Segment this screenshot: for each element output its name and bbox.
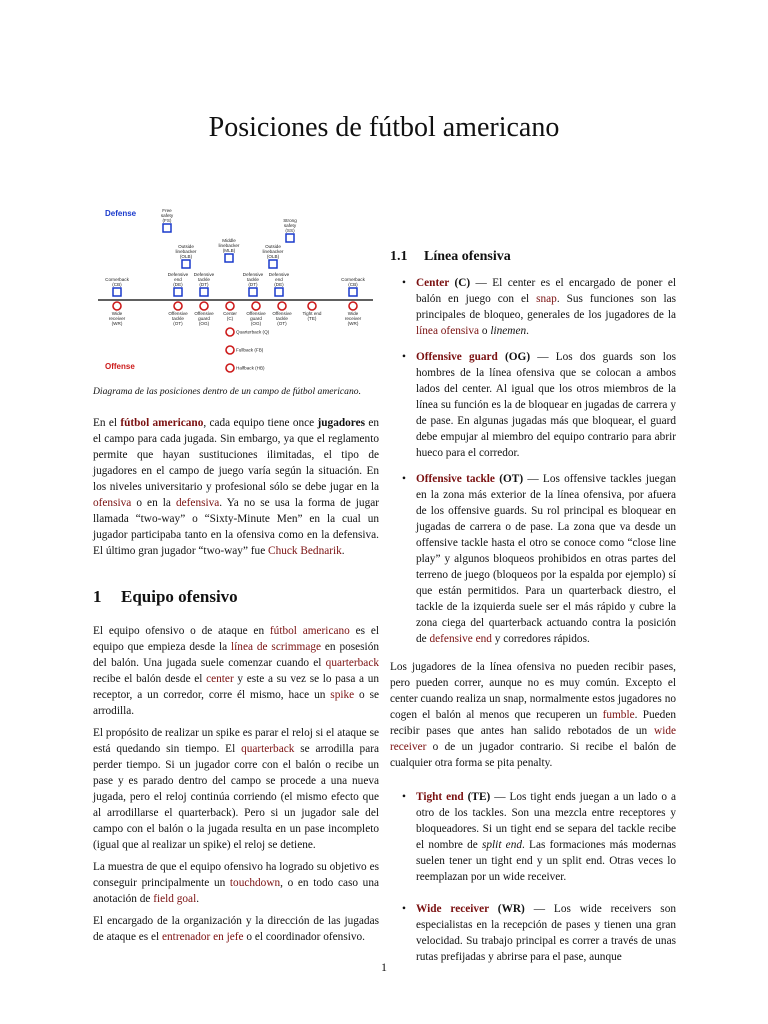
defense-player-label: Strong bbox=[283, 218, 297, 223]
offense-player-label: (OT) bbox=[173, 321, 183, 326]
diagram-caption: Diagrama de las posiciones dentro de un campo de fútbol americano. bbox=[93, 386, 361, 397]
defense-player-label: (OLB) bbox=[266, 254, 280, 259]
list-item-offensive-tackle: • Offensive tackle (OT) — Los offensive tackles juegan en la zona más exterior de la línea ofensiva, por afuera de los offensive guards. Su rol principal es bloquear en jugadas de carrera o de pase. La zona que va desde un offensive tackle hasta el otro se conoce como “close line play” y algunos bloqueos prohibidos en otras partes del terreno de juego (bloqueos por la espalda por ejemplo) sí que están permitidos. Para un quarterback diestro, el tackle de la izquierda suele ser el más rápido y cubre la zona ciega del quarterback actuando contra la posición de defensive end y corredores rápidos. bbox=[402, 473, 677, 645]
section1-paragraph-2: El propósito de realizar un spike es parar el reloj si el ataque se está quedando sin tiempo. El quarterback se arrodilla para perder tiempo. Si un jugador corre con el balón o recibe un pase y es parado dentro del campo se procede a una nueva jugada, pero el reloj continúa corriendo (el mismo efecto que al arrodillarse el quarterback). Pero si un jugador sale del campo con el balón o la jugada resulta en un pase incompleto (igual que al realizar un spike) el reloj se detiene. bbox=[93, 727, 379, 851]
link-center-item[interactable]: Center bbox=[416, 277, 450, 289]
defense-player-label: tackle bbox=[246, 277, 260, 282]
link-snap[interactable]: snap bbox=[536, 293, 557, 305]
defense-player-label: (CB) bbox=[112, 282, 122, 287]
positions-diagram bbox=[93, 196, 379, 381]
link-offensive-tackle[interactable]: Offensive tackle bbox=[416, 473, 495, 485]
defense-player-label: Cornerback bbox=[105, 277, 129, 282]
defense-player-label: Free bbox=[162, 208, 172, 213]
section-heading-equipo-ofensivo: 1 Equipo ofensivo bbox=[93, 587, 238, 606]
page-number: 1 bbox=[381, 960, 387, 974]
offense-player-label: (OG) bbox=[198, 321, 210, 326]
defense-player-label: linebacker bbox=[262, 249, 284, 254]
defense-player-label: (DT) bbox=[199, 282, 209, 287]
defense-player-label: Defensive bbox=[193, 272, 215, 277]
link-wide-receiver-item[interactable]: Wide receiver bbox=[416, 903, 489, 915]
offense-player-label: Fullback (FB) bbox=[236, 347, 264, 353]
offense-player-label: (OT) bbox=[277, 321, 287, 326]
link-entrenador-en-jefe[interactable]: entrenador en jefe bbox=[162, 931, 244, 943]
offense-player-label: Offensive bbox=[246, 311, 266, 316]
offense-player-label: guard bbox=[250, 316, 262, 321]
defense-player-label: (SS) bbox=[285, 228, 295, 233]
offense-label: Offense bbox=[105, 362, 135, 371]
offense-player-label: receiver bbox=[108, 316, 126, 321]
left-column bbox=[93, 196, 379, 951]
defense-player-label: safety bbox=[283, 223, 297, 228]
link-defensiva[interactable]: defensiva bbox=[176, 497, 220, 509]
defense-player-label: (CB) bbox=[348, 282, 358, 287]
defense-player-label: Defensive bbox=[167, 272, 189, 277]
offense-player-label: Wide bbox=[347, 311, 359, 316]
offense-player-marker bbox=[308, 302, 316, 310]
link-futbol-americano[interactable]: fútbol americano bbox=[120, 417, 204, 429]
offense-players bbox=[109, 302, 362, 372]
defense-player-marker bbox=[286, 234, 294, 242]
offense-player-label: (C) bbox=[226, 316, 234, 321]
link-wide-receiver[interactable]: wide receiver bbox=[390, 725, 676, 753]
link-offensive-guard[interactable]: Offensive guard bbox=[416, 351, 498, 363]
subsection-heading-linea-ofensiva: 1.1 Línea ofensiva bbox=[390, 249, 511, 264]
defense-player-label: safety bbox=[160, 213, 174, 218]
offense-player-marker bbox=[226, 302, 234, 310]
link-quarterback[interactable]: quarterback bbox=[325, 657, 379, 669]
offense-player-label: Offensive bbox=[168, 311, 188, 316]
link-tight-end[interactable]: Tight end bbox=[416, 791, 464, 803]
link-linea-ofensiva[interactable]: línea ofensiva bbox=[416, 325, 480, 337]
section1-paragraph-4: El encargado de la organización y la dirección de las jugadas de ataque es el entrenador en jefe o el coordinador ofensivo. bbox=[93, 915, 379, 943]
offense-player-label: (WR) bbox=[111, 321, 123, 326]
section1-paragraph-3: La muestra de que el equipo ofensivo ha logrado su objetivo es conseguir principalmente un touchdown, o en todo caso una anotación de field goal. bbox=[93, 861, 379, 905]
defense-player-label: (FS) bbox=[162, 218, 172, 223]
link-chuck-bednarik[interactable]: Chuck Bednarik bbox=[268, 545, 342, 557]
offense-player-label: tackle bbox=[171, 316, 185, 321]
offense-player-label: Offensive bbox=[272, 311, 292, 316]
defense-player-label: linebacker bbox=[218, 243, 240, 248]
defense-player-marker bbox=[163, 224, 171, 232]
offense-player-label: guard bbox=[198, 316, 210, 321]
defense-player-marker bbox=[200, 288, 208, 296]
defense-player-label: (MLB) bbox=[222, 248, 236, 253]
defense-player-label: Outside bbox=[178, 244, 194, 249]
defense-player-marker bbox=[249, 288, 257, 296]
defense-player-label: (DE) bbox=[173, 282, 183, 287]
list-item-wide-receiver: • Wide receiver (WR) — Los wide receivers son especialistas en la recepción de pases y tienen una gran velocidad. Su trabajo principal es correr a través de unas rutas prefijadas y abrirse para el pase, aunque bbox=[402, 903, 676, 963]
defense-player-label: Defensive bbox=[268, 272, 290, 277]
page-title: Posiciones de fútbol americano bbox=[208, 112, 560, 143]
offense-player-marker bbox=[113, 302, 121, 310]
intro-paragraph: En el fútbol americano, cada equipo tiene once jugadores en el campo para cada jugada. Sin embargo, ya que el reglamento permite que hayan sustituciones ilimitadas, el tipo de jugadores en el campo de juego varía según la situación. En los niveles universitario y profesional sólo se debe jugar en la ofensiva o en la defensiva. Ya no se usa la forma de jugar llamada “two-way” o “Sixty-Minute Men” en la cual un jugador participaba tanto en la ofensiva como en la defensiva. El último gran jugador “two-way” fue Chuck Bednarik. bbox=[93, 417, 379, 557]
link-futbol-americano-2[interactable]: fútbol americano bbox=[269, 625, 350, 637]
receivers-list bbox=[390, 789, 676, 965]
offense-player-label: (WR) bbox=[347, 321, 359, 326]
offense-player-marker bbox=[226, 364, 234, 372]
offense-player-marker bbox=[252, 302, 260, 310]
offense-player-label: Tight end bbox=[302, 311, 322, 316]
defense-player-marker bbox=[275, 288, 283, 296]
offense-player-label: tackle bbox=[275, 316, 289, 321]
link-defensive-end[interactable]: defensive end bbox=[429, 633, 492, 645]
offense-player-label: Wide bbox=[111, 311, 123, 316]
offensive-line-paragraph: Los jugadores de la línea ofensiva no pueden recibir pases, pero pueden correr, aunque no es muy común. Excepto el center cuando realiza un snap, normalmente estos jugadores no cogen el balón al menos que recuperen un fumble. Pueden recibir pases que antes han salido rebotados de un wide receiver o de un jugador contrario. Si recibe el balón de cualquier otra forma se pita penalty. bbox=[390, 661, 676, 769]
offense-player-marker bbox=[200, 302, 208, 310]
defense-player-label: end bbox=[275, 277, 283, 282]
offense-player-marker bbox=[174, 302, 182, 310]
offense-player-label: Center bbox=[223, 311, 237, 316]
link-ofensiva[interactable]: ofensiva bbox=[93, 497, 132, 509]
defense-player-label: (DE) bbox=[274, 282, 284, 287]
defense-player-marker bbox=[349, 288, 357, 296]
defense-label: Defense bbox=[105, 209, 137, 218]
defense-player-label: tackle bbox=[197, 277, 211, 282]
link-field-goal[interactable]: field goal bbox=[153, 893, 197, 905]
offensive-line-list bbox=[390, 275, 676, 647]
link-touchdown[interactable]: touchdown bbox=[229, 877, 281, 889]
link-center[interactable]: center bbox=[206, 673, 234, 685]
defense-player-label: (OLB) bbox=[179, 254, 193, 259]
list-item-offensive-guard: • Offensive guard (OG) — Los dos guards son los hombres de la línea ofensiva que se colocan a ambos lados del center. Al igual que los otros miembros de la línea su función es la de bloquear en jugadas de carrera y de pase. En algunas jugadas más que bloquear, el guard debe empujar al miembro del equipo contrario para abrir hueco para el corredor. bbox=[402, 351, 676, 459]
link-fumble[interactable]: fumble bbox=[602, 709, 635, 721]
defense-player-label: Outside bbox=[265, 244, 281, 249]
offense-player-label: (TE) bbox=[307, 316, 317, 321]
link-quarterback-2[interactable]: quarterback bbox=[241, 743, 295, 755]
defense-player-marker bbox=[269, 260, 277, 268]
offense-player-label: Quarterback (Q) bbox=[236, 329, 270, 335]
list-item-center: • Center (C) — El center es el encargado de poner el balón en juego con el snap. Sus funciones son las principales de bloqueo, generales de los jugadores de la línea ofensiva o linemen. bbox=[402, 277, 676, 337]
defense-player-label: Middle bbox=[222, 238, 236, 243]
defense-player-label: linebacker bbox=[175, 249, 197, 254]
defense-player-label: end bbox=[174, 277, 182, 282]
offense-player-label: receiver bbox=[344, 316, 362, 321]
defense-player-label: Cornerback bbox=[341, 277, 365, 282]
offense-player-label: (OG) bbox=[250, 321, 262, 326]
offense-player-marker bbox=[226, 328, 234, 336]
defense-player-marker bbox=[225, 254, 233, 262]
defense-player-label: Defensive bbox=[242, 272, 264, 277]
right-column bbox=[390, 203, 676, 977]
offense-player-label: Offensive bbox=[194, 311, 214, 316]
list-item-tight-end: • Tight end (TE) — Los tight ends juegan a un lado o a otro de los tackles. Son una mezcla entre receptores y bloqueadores. Si un tight end se separa del tackle recibe el nombre de split end. Las formaciones más modernas suelen tener un tight end y un split end. Otras veces lo reemplazan por un wide receiver. bbox=[402, 791, 676, 883]
link-linea-scrimmage[interactable]: línea de scrimmage bbox=[231, 641, 321, 653]
defense-player-marker bbox=[174, 288, 182, 296]
section1-paragraph-1: El equipo ofensivo o de ataque en fútbol americano es el equipo que empieza desde la línea de scrimmage en posesión del balón. Una jugada suele comenzar cuando el quarterback recibe el balón desde el center y este a su vez se lo pasa a un receptor, a un corredor, corre él mismo, hace un spike o se arrodilla. bbox=[93, 625, 380, 717]
offense-player-marker bbox=[349, 302, 357, 310]
defense-player-marker bbox=[113, 288, 121, 296]
offense-player-label: Halfback (HB) bbox=[236, 365, 265, 371]
defense-player-marker bbox=[182, 260, 190, 268]
offense-player-marker bbox=[278, 302, 286, 310]
defense-player-label: (DT) bbox=[248, 282, 258, 287]
link-spike[interactable]: spike bbox=[330, 689, 355, 701]
defense-players bbox=[105, 208, 365, 296]
offense-player-marker bbox=[226, 346, 234, 354]
